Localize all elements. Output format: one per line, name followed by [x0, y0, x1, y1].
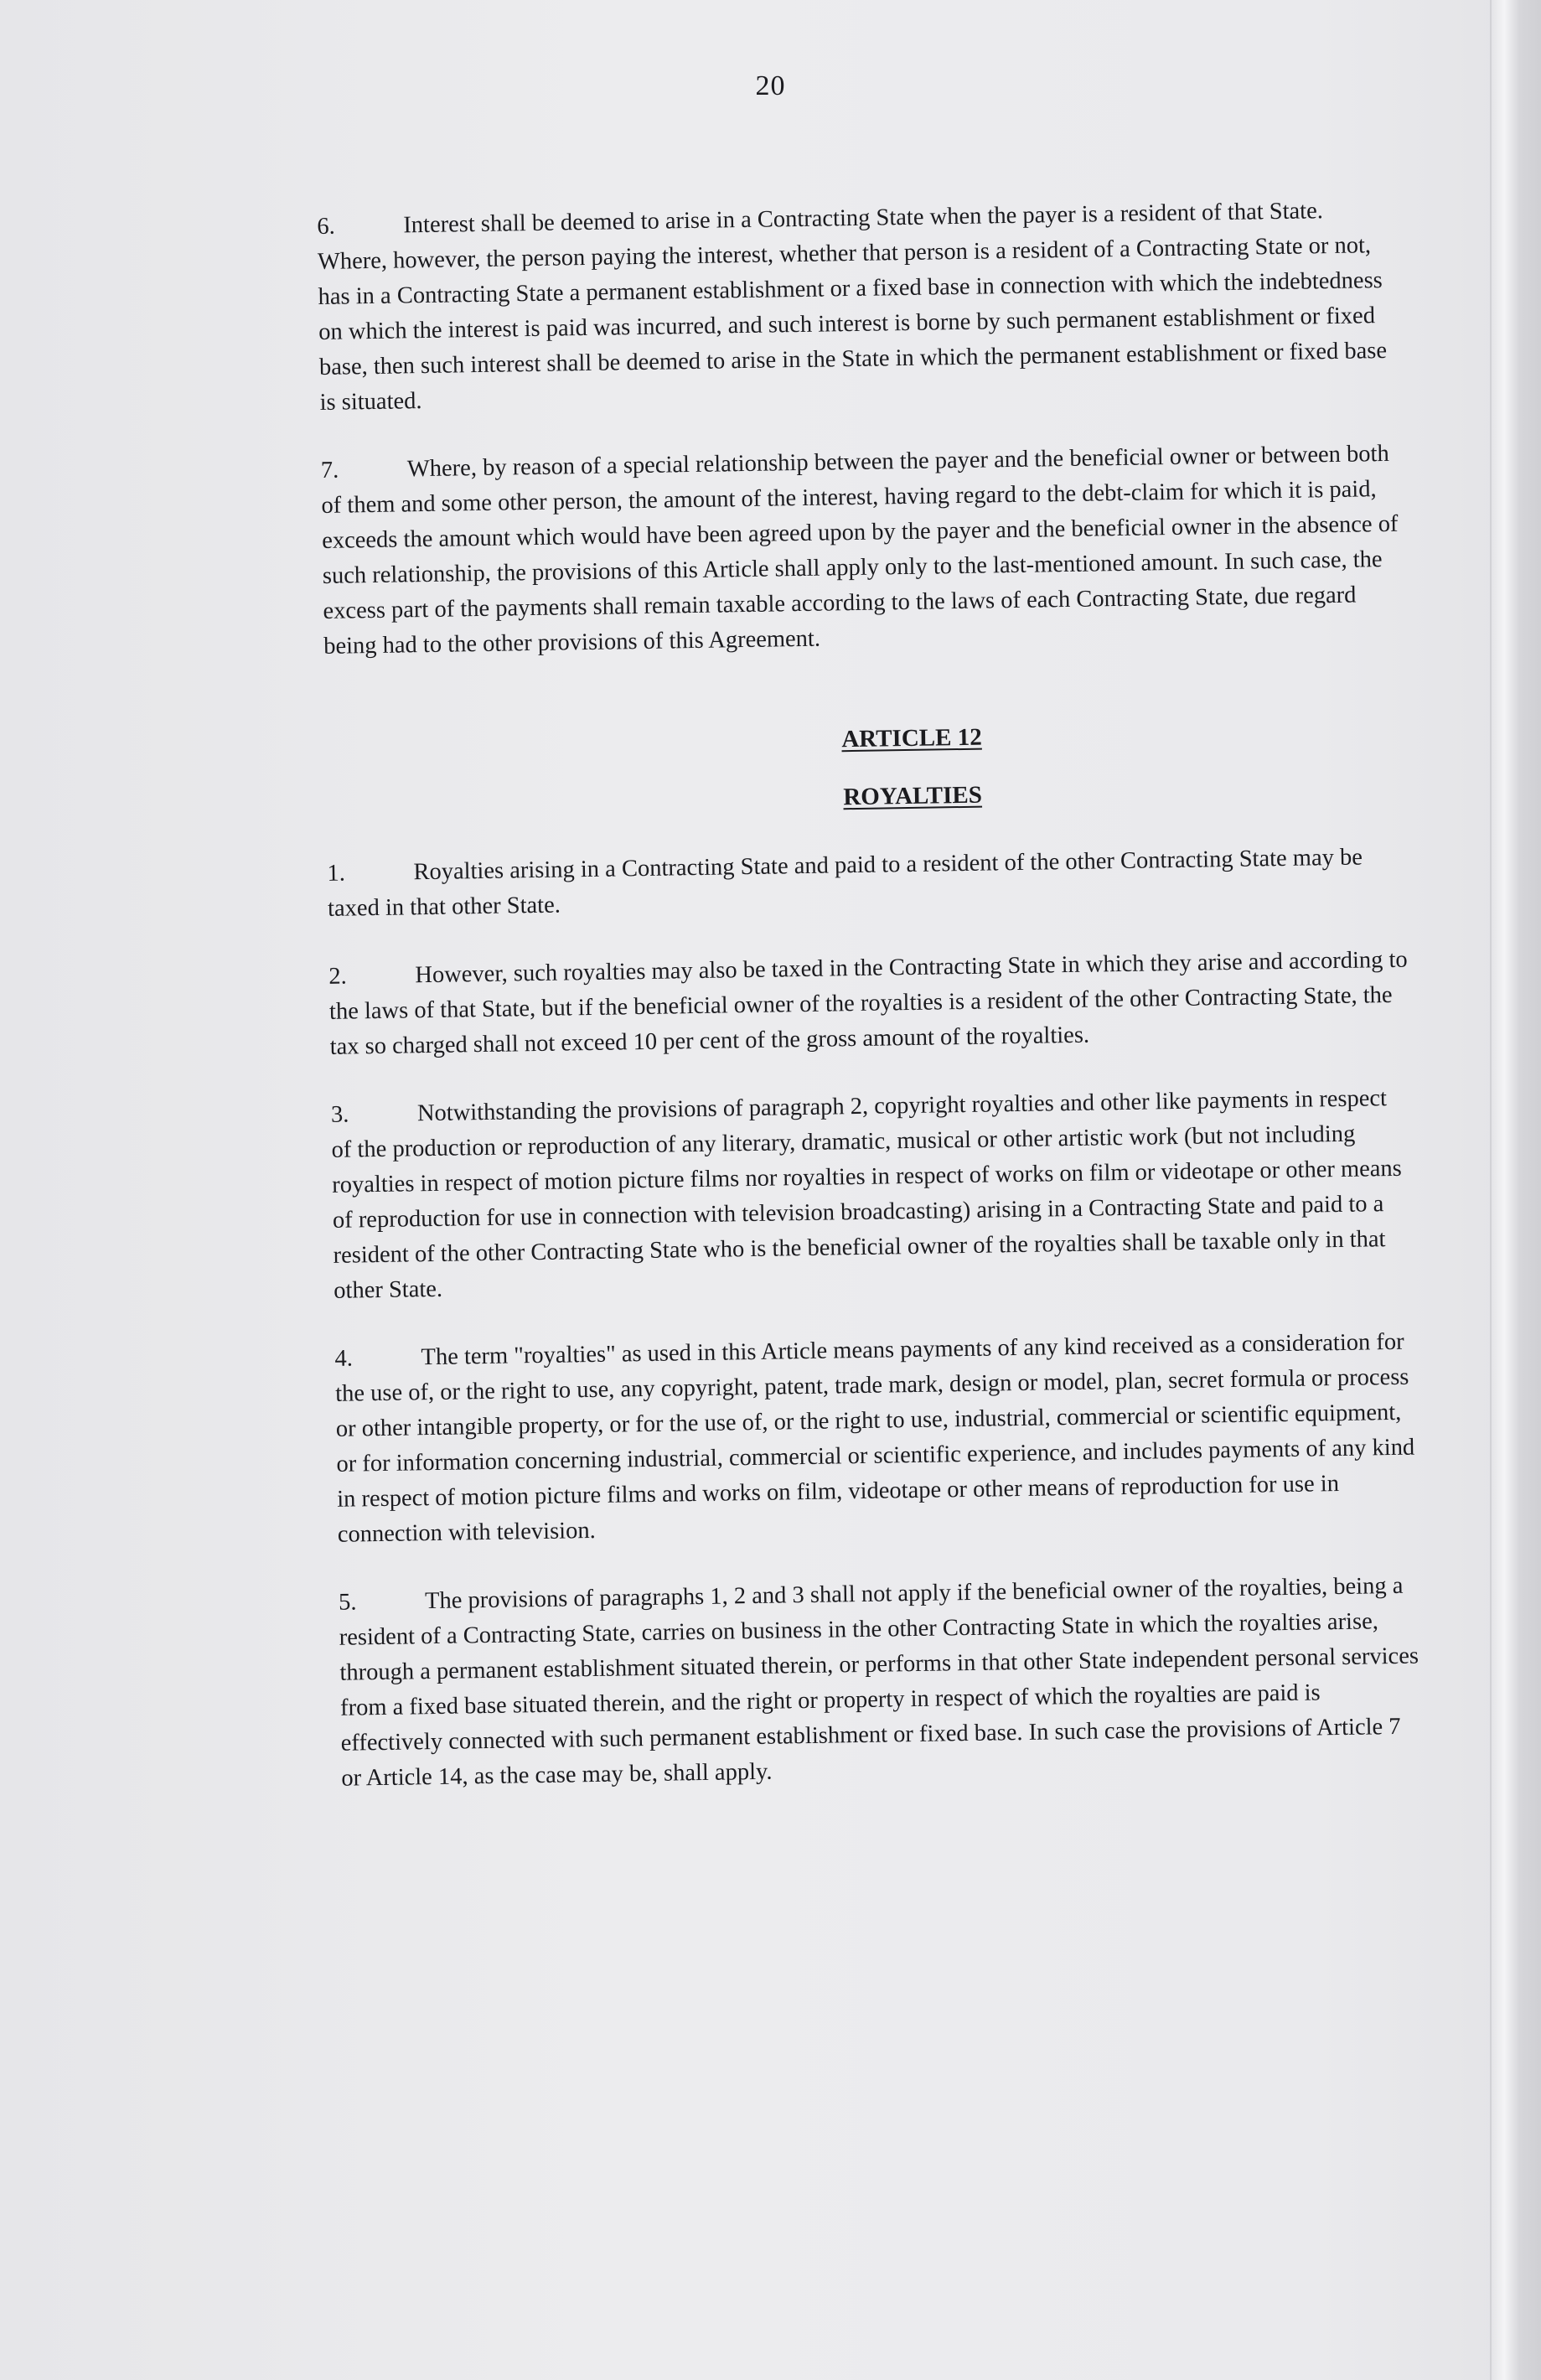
paragraph-text: However, such royalties may also be taxed in the Contracting State in which they arise and according to the laws of that State, but if the beneficial owner of the royalties is a resident of the other Contracting State, the tax so charged shall not exceed 10 per cent of the gross amount of the royalties.	[328, 946, 1408, 1060]
paragraph-number: 4.	[334, 1345, 354, 1372]
article-heading: ARTICLE 12	[841, 723, 982, 753]
page-edge	[1490, 0, 1541, 2380]
paragraph-text: Royalties arising in a Contracting State and paid to a resident of the other Contracting State may be taxed in that other State.	[327, 844, 1363, 922]
paragraph-text: The term "royalties" as used in this Article means payments of any kind received as a consideration for the use of, or the right to use, any copyright, patent, trade mark, design or model, plan, secret formula or process or other intangible property, or for the use of, or the right to use, industrial, commercial or scientific equipment, or for information concerning industrial, commercial or scientific experience, and includes payments of any kind in respect of motion picture films and works on film, videotape or other means of reproduction for use in connection with television.	[334, 1328, 1415, 1548]
section-heading: ROYALTIES	[843, 781, 983, 811]
page-number: 20	[755, 70, 786, 101]
paragraph-number: 2.	[328, 963, 347, 990]
paragraph-7	[321, 437, 1405, 665]
paragraph-text: The provisions of paragraphs 1, 2 and 3 shall not apply if the beneficial owner of the royalties, being a resident of a Contracting State, carries on business in the other Contracting State in which the royalties arise, through a permanent establishment situated therein, or performs in that other State independent personal services from a fixed base situated therein, and the right or property in respect of which the royalties are paid is effectively connected with such permanent establishment or fixed base. In such case the provisions of Article 7 or Article 14, as the case may be, shall apply.	[339, 1572, 1419, 1792]
paragraph-text: Where, by reason of a special relationship between the payer and the beneficial owner or between both of them and some other person, the amount of the interest, having regard to the debt-claim for which it is paid, exceeds the amount which would have been agreed upon by the payer and the beneficial owner in the absence of such relationship, the provisions of this Article shall apply only to the last-mentioned amount. In such case, the excess part of the payments shall remain taxable according to the laws of each Contracting State, due regard being had to the other provisions of this Agreement.	[321, 440, 1399, 660]
paragraph-4	[334, 1325, 1419, 1553]
paragraph-5	[339, 1569, 1423, 1797]
paragraph-1	[327, 840, 1409, 927]
paragraph-text: Interest shall be deemed to arise in a Contracting State when the payer is a resident of that State. Where, however, the person paying the interest, whether that person is a resident of a Contracting State or not, has in a Contracting State a permanent establishment or a fixed base in connection with which the indebtedness on which the interest is paid was incurred, and such interest is borne by such permanent establishment or fixed base, then such interest shall be deemed to arise in the State in which the permanent establishment or fixed base is situated.	[317, 198, 1388, 416]
paragraph-6	[317, 193, 1401, 421]
paragraph-3	[331, 1081, 1415, 1309]
paragraph-number: 6.	[317, 213, 335, 240]
paragraph-number: 7.	[320, 457, 339, 484]
paragraph-2	[328, 943, 1411, 1065]
paragraph-number: 5.	[338, 1589, 357, 1616]
document-body	[317, 193, 1423, 1829]
paragraph-number: 3.	[330, 1101, 349, 1128]
paragraph-number: 1.	[327, 860, 346, 887]
paragraph-text: Notwithstanding the provisions of paragraph 2, copyright royalties and other like payments in respect of the production or reproduction of any literary, dramatic, musical or other artistic work (but not including royalties in respect of motion picture films nor royalties in respect of works on film or videotape or other means of reproduction for use in connection with television broadcasting) arising in a Contracting State and paid to a resident of the other Contracting State who is the beneficial owner of the royalties shall be taxable only in that other State.	[331, 1085, 1403, 1304]
